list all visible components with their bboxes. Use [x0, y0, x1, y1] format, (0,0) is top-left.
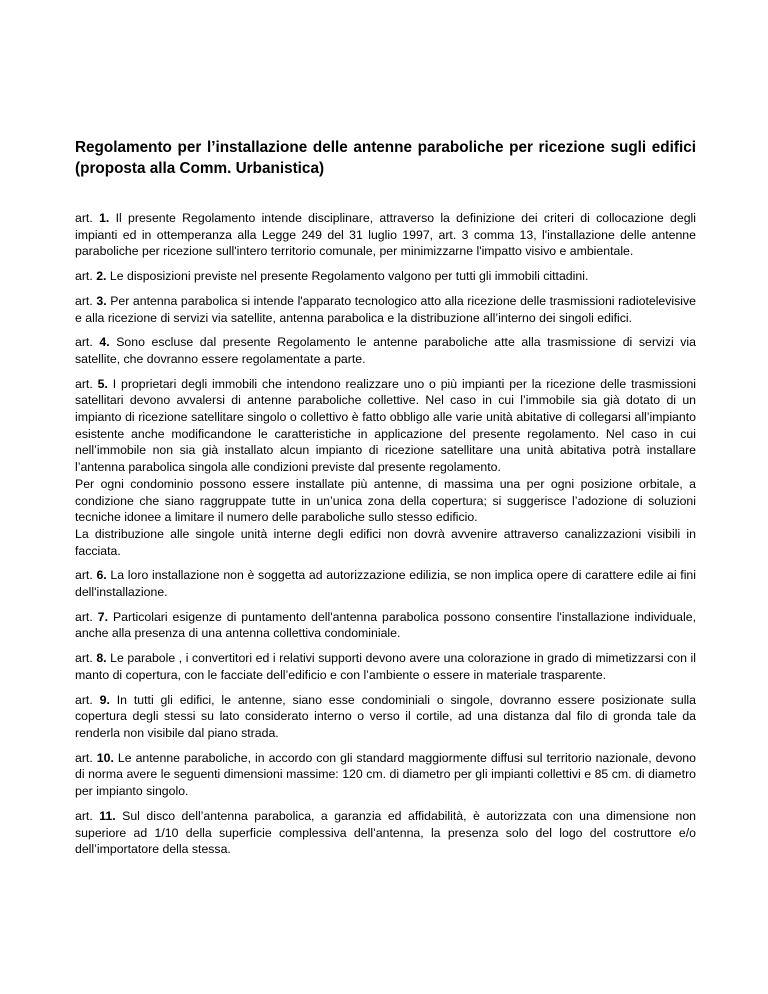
article-7: [75, 609, 696, 642]
article-number: 8.: [96, 651, 107, 666]
article-text: Per antenna parabolica si intende l'apparato tecnologico atto alla ricezione delle trasmissioni radiotelevisive e alla ricezione di servizi via satellite, antenna parabolica e la distribuzione all’interno dei singoli edifici.: [75, 293, 697, 325]
article-text: Sono escluse dal presente Regolamento le antenne paraboliche atte alla trasmissione di servizi via satellite, che dovranno essere regolamentate a parte.: [75, 335, 697, 366]
article-number: 3.: [96, 293, 107, 308]
article-number: 4.: [99, 335, 110, 350]
article-2: [75, 268, 696, 285]
article-number: 9.: [99, 692, 110, 707]
article-8: [75, 650, 696, 683]
article-9: [75, 692, 696, 742]
article-text: Le parabole , i convertitori ed i relativi supporti devono avere una colorazione in grado di mimetizzarsi con il manto di copertura, con le facciate dell’edificio e con l’ambiente o essere in materiale trasparente.: [75, 651, 697, 682]
article-prefix: art.: [75, 651, 93, 666]
article-prefix: art.: [75, 609, 93, 624]
article-prefix: art.: [75, 808, 93, 823]
article-prefix: art.: [75, 211, 93, 225]
article-10: [75, 750, 696, 800]
article-prefix: art.: [75, 568, 93, 583]
article-number: 11.: [99, 808, 116, 823]
article-text: In tutti gli edifici, le antenne, siano esse condominiali o singole, dovranno essere posizionate sulla copertura degli stessi su lato considerato interno o verso il cortile, ad una distanza dal filo di gronda tale da renderla non visibile dal piano strada.: [75, 692, 697, 740]
article-text: Il presente Regolamento intende disciplinare, attraverso la definizione dei criteri di collocazione degli impianti ed in ottemperanza alla Legge 249 del 31 luglio 1997, art. 3 comma 13, l'installazione delle antenne paraboliche per ricezione sull'intero territorio comunale, per minimizzarne l'impatto visivo e ambientale.: [75, 211, 697, 259]
article-number: 7.: [97, 609, 108, 624]
article-text: Sul disco dell’antenna parabolica, a garanzia ed affidabilità, è autorizzata con una dimensione non superiore ad 1/10 della superficie complessiva dell’antenna, la presenza solo del logo del costruttore e/o dell’importatore della stessa.: [75, 808, 697, 857]
article-11: [75, 808, 696, 858]
article-1: [75, 210, 696, 260]
article-list: [75, 210, 696, 858]
document-page: [75, 137, 696, 866]
article-4: [75, 334, 696, 367]
article-prefix: art.: [75, 293, 93, 308]
article-number: 2.: [96, 269, 107, 284]
article-prefix: art.: [75, 692, 93, 707]
article-text: Le antenne paraboliche, in accordo con gli standard maggiormente diffusi sul territorio nazionale, devono di norma avere le seguenti dimensioni massime: 120 cm. di diametro per gli impianti collettivi e 85 cm. di diametro per impianto singolo.: [75, 750, 696, 799]
article-number: 6.: [96, 568, 107, 583]
article-text: Le disposizioni previste nel presente Regolamento valgono per tutti gli immobili cittadini.: [109, 269, 589, 284]
article-5: [75, 376, 696, 560]
article-text: I proprietari degli immobili che intendono realizzare uno o più impianti per la ricezione delle trasmissioni satellitari devono avvalersi di antenne paraboliche collettive. Nel caso in cui l’immobile sia già dotato di un impianto di ricezione satellitare singolo o collettivo è fatto obbligo alle varie unità abitative di collegarsi all’impianto esistente anche modificandone le caratteristiche in applicazione del presente regolamento. Nel caso in cui nell’immobile non sia già installato alcun impianto di ricezione satellitare una unità abitativa potrà installare l’antenna parabolica singola alle condizioni previste dal presente regolamento. Per ogni condominio possono essere installate più antenne, di massima una per ogni posizione orbitale, a condizione che siano raggruppate tutte in un’unica zona della copertura; si suggerisce l’adozione di soluzioni tecniche idonee a limitare il numero delle paraboliche sullo stesso edificio. La distribuzione alle singole unità interne degli edifici non dovrà avvenire attraverso canalizzazioni visibili in facciata.: [75, 376, 697, 558]
article-number: 1.: [99, 211, 110, 225]
article-prefix: art.: [75, 376, 93, 391]
article-text: Particolari esigenze di puntamento dell'antenna parabolica possono consentire l'installazione individuale, anche alla presenza di una antenna collettiva condominiale.: [75, 609, 697, 641]
article-number: 10.: [96, 750, 114, 765]
article-prefix: art.: [75, 335, 93, 350]
article-6: [75, 567, 696, 600]
article-text: La loro installazione non è soggetta ad autorizzazione edilizia, se non implica opere di carattere edile ai fini dell'installazione.: [75, 568, 696, 600]
article-prefix: art.: [75, 750, 93, 765]
document-title: Regolamento per l’installazione delle antenne paraboliche per ricezione sugli edifici (proposta alla Comm. Urbanistica): [75, 139, 696, 177]
article-3: [75, 293, 696, 326]
article-prefix: art.: [75, 269, 93, 284]
article-number: 5.: [97, 376, 108, 391]
